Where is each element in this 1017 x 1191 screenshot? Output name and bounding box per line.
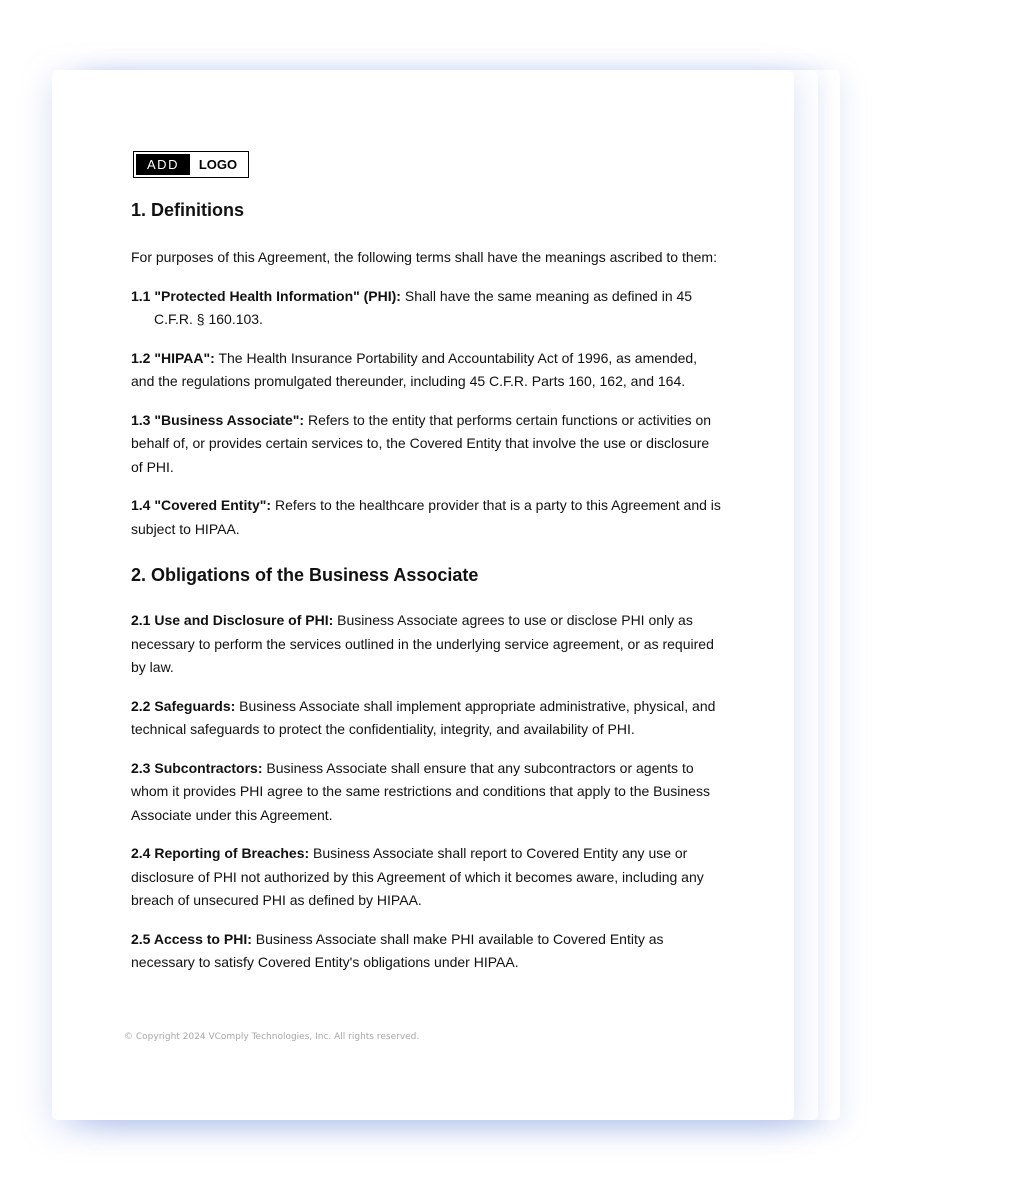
definition-item (131, 409, 721, 480)
obligation-label: 2.4 Reporting of Breaches: (131, 845, 310, 861)
obligation-text: Business Associate shall report to Covered Entity any use or disclosure of PHI not authorized by this Agreement of which it becomes aware, including any breach of unsecured PHI as defined by HIPAA. (131, 845, 704, 908)
document-body (131, 150, 721, 975)
section-heading-obligations: 2. Obligations of the Business Associate (131, 565, 479, 585)
add-logo-placeholder[interactable] (133, 151, 249, 178)
definition-text: Refers to the healthcare provider that is a party to this Agreement and is subject to HIPAA. (131, 497, 721, 537)
obligation-item (131, 609, 721, 680)
definitions-intro: For purposes of this Agreement, the following terms shall have the meanings ascribed to them: (131, 249, 717, 265)
obligation-text: Business Associate shall make PHI available to Covered Entity as necessary to satisfy Covered Entity's obligations under HIPAA. (131, 930, 664, 970)
logo-word-label: LOGO (198, 157, 238, 172)
definition-label: 1.3 "Business Associate": (131, 411, 305, 428)
definition-text: The Health Insurance Portability and Accountability Act of 1996, as amended, and the regulations promulgated thereunder, including 45 C.F.R. Parts 160, 162, and 164. (131, 349, 698, 389)
obligation-label: 2.3 Subcontractors: (131, 759, 263, 776)
obligation-item (131, 928, 721, 975)
copyright-footer: © Copyright 2024 VComply Technologies, Inc. All rights reserved. (124, 1032, 420, 1042)
obligation-label: 2.1 Use and Disclosure of PHI: (131, 612, 334, 628)
definition-text: Shall have the same meaning as defined in 45 C.F.R. § 160.103. (154, 287, 693, 327)
obligation-text: Business Associate shall implement appropriate administrative, physical, and technical safeguards to protect the confidentiality, integrity, and availability of PHI. (131, 697, 716, 737)
definition-label: 1.4 "Covered Entity": (131, 497, 272, 513)
definition-item (131, 285, 721, 332)
section-heading-definitions: 1. Definitions (131, 200, 245, 220)
obligation-label: 2.2 Safeguards: (131, 697, 236, 714)
definition-item (131, 494, 721, 541)
logo-add-label: ADD (136, 154, 190, 175)
definition-item (131, 347, 721, 394)
obligation-item (131, 842, 721, 913)
definition-text: Refers to the entity that performs certain functions or activities on behalf of, or provides certain services to, the Covered Entity that involve the use or disclosure of PHI. (131, 411, 712, 475)
obligation-text: Business Associate shall ensure that any subcontractors or agents to whom it provides PHI agree to the same restrictions and conditions that apply to the Business Associate under this Agreement. (131, 759, 710, 823)
obligation-text: Business Associate agrees to use or disclose PHI only as necessary to perform the services outlined in the underlying service agreement, or as required by law. (131, 612, 714, 675)
obligation-item (131, 695, 721, 742)
obligation-label: 2.5 Access to PHI: (131, 930, 252, 947)
document-page (52, 70, 794, 1120)
obligation-item (131, 757, 721, 828)
definition-label: 1.1 "Protected Health Information" (PHI): (131, 287, 401, 304)
definition-label: 1.2 "HIPAA": (131, 349, 215, 366)
